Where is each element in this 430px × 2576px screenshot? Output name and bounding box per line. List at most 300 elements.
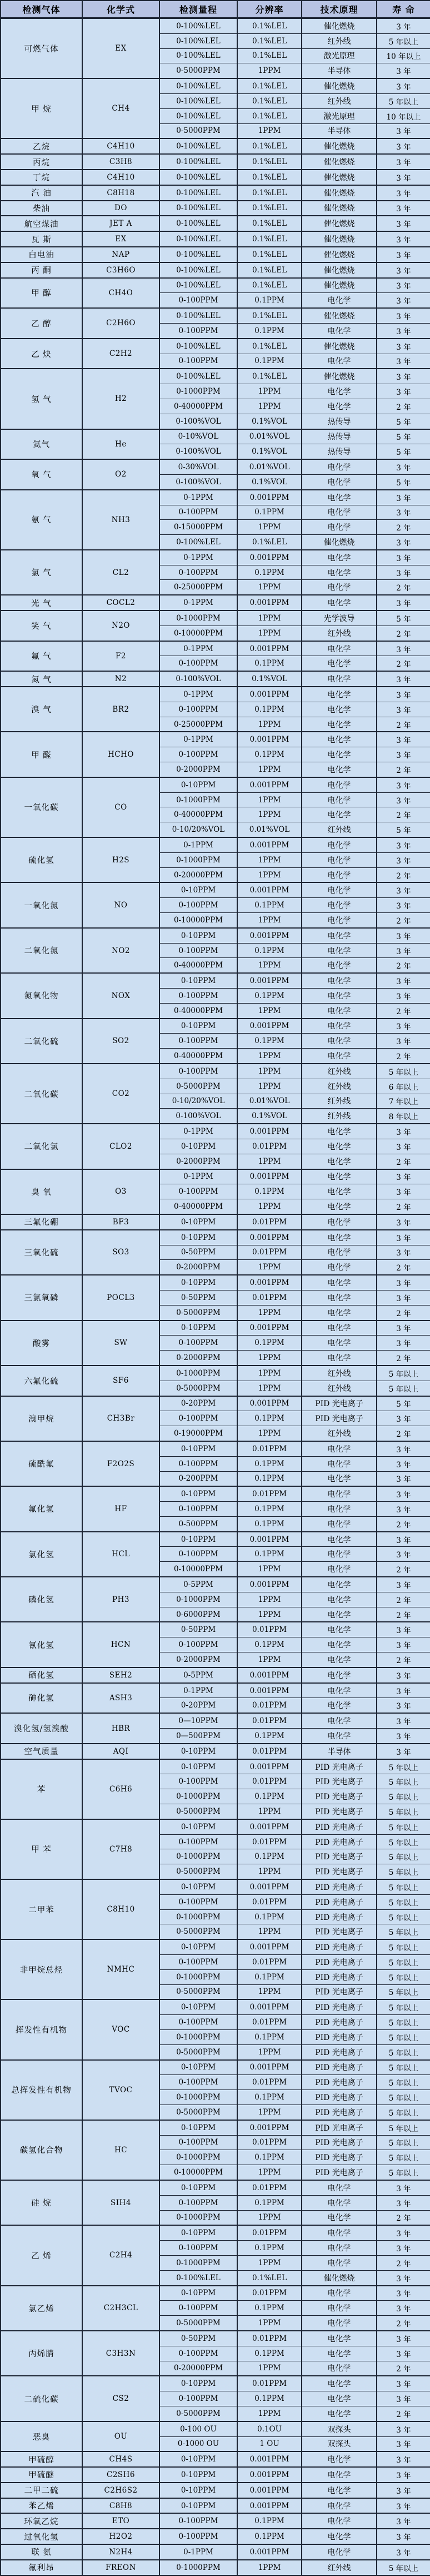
gas-name-cell: 二氧化氮 (1, 928, 82, 973)
range-cell: 0-1PPM (159, 1683, 237, 1698)
formula-cell: C3H8 (82, 154, 159, 170)
resolution-cell: 0.1%VOL (237, 671, 302, 687)
gas-name-cell: 三氯氧磷 (1, 1275, 82, 1320)
resolution-cell: 0.001PPM (237, 2467, 302, 2483)
principle-cell: 电化学 (302, 2225, 377, 2240)
resolution-cell: 0.001PPM (237, 1999, 302, 2014)
column-header-formula: 化学式 (82, 1, 159, 18)
resolution-cell: 1PPM (237, 1003, 302, 1018)
lifespan-cell: 2 年 (377, 807, 430, 822)
resolution-cell: 0.001PPM (237, 1019, 302, 1034)
resolution-cell: 1PPM (237, 1351, 302, 1366)
range-cell: 0-10PPM (159, 2060, 237, 2075)
range-cell: 0-100%VOL (159, 671, 237, 687)
gas-name-cell: 氧 气 (1, 459, 82, 490)
lifespan-cell: 2 年 (377, 1305, 430, 1320)
range-cell: 0-25000PPM (159, 580, 237, 595)
principle-cell: 电化学 (302, 1169, 377, 1184)
principle-cell: 电化学 (302, 2316, 377, 2331)
resolution-cell: 1PPM (237, 1154, 302, 1169)
lifespan-cell: 3 年 (377, 18, 430, 34)
resolution-cell: 0.001PPM (237, 2544, 302, 2560)
resolution-cell: 1PPM (237, 807, 302, 822)
gas-name-cell: 氦气 (1, 429, 82, 460)
lifespan-cell: 3 年 (377, 1456, 430, 1471)
resolution-cell: 0.1%LEL (237, 262, 302, 278)
range-cell: 0-10PPM (159, 1486, 237, 1501)
range-cell: 0-1000PPM (159, 611, 237, 626)
range-cell: 0-10PPM (159, 1321, 237, 1336)
resolution-cell: 0.001PPM (237, 595, 302, 611)
range-cell: 0-50PPM (159, 1290, 237, 1305)
range-cell: 0-19000PPM (159, 1426, 237, 1441)
lifespan-cell: 3 年 (377, 2421, 430, 2436)
principle-cell: 电化学 (302, 2451, 377, 2467)
formula-cell: C2SH6 (82, 2467, 159, 2483)
range-cell: 0-100PPM (159, 1184, 237, 1199)
lifespan-cell: 3 年 (377, 1019, 430, 1034)
range-cell: 0-5000PPM (159, 1984, 237, 1999)
lifespan-cell: 3 年 (377, 852, 430, 867)
lifespan-cell: 7 年以上 (377, 1094, 430, 1109)
range-cell: 0-100 OU (159, 2421, 237, 2436)
lifespan-cell: 3 年 (377, 928, 430, 943)
range-cell: 0-100%LEL (159, 138, 237, 154)
gas-name-cell: 氯化氢 (1, 1532, 82, 1577)
resolution-cell: 0.001PPM (237, 1759, 302, 1774)
resolution-cell: 0.1PPM (237, 1411, 302, 1426)
formula-cell: F2O2S (82, 1441, 159, 1486)
principle-cell: PID 光电离子 (302, 2015, 377, 2030)
range-cell: 0-10%VOL (159, 429, 237, 444)
principle-cell: 红外线 (302, 1366, 377, 1381)
range-cell: 0-100PPM (159, 1955, 237, 1970)
resolution-cell: 1PPM (237, 1049, 302, 1064)
resolution-cell: 0.1PPM (237, 565, 302, 580)
resolution-cell: 0.1PPM (237, 1637, 302, 1652)
resolution-cell: 0.1%LEL (237, 216, 302, 231)
range-cell: 0-100%LEL (159, 339, 237, 354)
lifespan-cell: 3 年 (377, 354, 430, 369)
principle-cell: 电化学 (302, 2210, 377, 2225)
table-row (1, 231, 430, 247)
table-row (1, 2180, 430, 2195)
range-cell: 0-100%LEL (159, 308, 237, 323)
principle-cell: 电化学 (302, 1456, 377, 1471)
table-row (1, 2544, 430, 2560)
range-cell: 0-10000PPM (159, 626, 237, 641)
range-cell: 0-10PPM (159, 1939, 237, 1954)
lifespan-cell: 3 年 (377, 973, 430, 988)
principle-cell: 电化学 (302, 1305, 377, 1320)
principle-cell: 电化学 (302, 293, 377, 308)
gas-name-cell: 乙 炔 (1, 339, 82, 369)
gas-name-cell: 氢 气 (1, 369, 82, 429)
lifespan-cell: 3 年 (377, 1184, 430, 1199)
principle-cell: 热传导 (302, 414, 377, 429)
range-cell: 0-20PPM (159, 1396, 237, 1411)
resolution-cell: 0.01PPM (237, 1486, 302, 1501)
range-cell: 0-1000PPM (159, 2029, 237, 2044)
principle-cell: PID 光电离子 (302, 2075, 377, 2090)
range-cell: 0-10PPM (159, 2120, 237, 2135)
range-cell: 0—10PPM (159, 1713, 237, 1728)
lifespan-cell: 5 年以上 (377, 1999, 430, 2014)
principle-cell: 电化学 (302, 1441, 377, 1456)
formula-cell: C2H6S2 (82, 2483, 159, 2498)
principle-cell: 催化燃烧 (302, 308, 377, 323)
formula-cell: ASH3 (82, 1683, 159, 1714)
principle-cell: PID 光电离子 (302, 1411, 377, 1426)
principle-cell: 电化学 (302, 747, 377, 762)
range-cell: 0-100%LEL (159, 185, 237, 201)
lifespan-cell: 3 年 (377, 201, 430, 216)
gas-name-cell: 柴油 (1, 201, 82, 216)
principle-cell: 电化学 (302, 702, 377, 717)
lifespan-cell: 3 年 (377, 1532, 430, 1547)
formula-cell: F2 (82, 641, 159, 672)
resolution-cell: 0.001PPM (237, 1124, 302, 1139)
principle-cell: 电化学 (302, 595, 377, 611)
resolution-cell: 0.1%LEL (237, 278, 302, 293)
table-row (1, 1939, 430, 1954)
principle-cell: PID 光电离子 (302, 1879, 377, 1894)
range-cell: 0-100PPM (159, 2015, 237, 2030)
range-cell: 0-50PPM (159, 1622, 237, 1637)
principle-cell: 电化学 (302, 1729, 377, 1744)
formula-cell: NO (82, 882, 159, 927)
lifespan-cell: 5 年 (377, 611, 430, 626)
resolution-cell: 0.1%LEL (237, 308, 302, 323)
formula-cell: BF3 (82, 1214, 159, 1230)
range-cell: 0-100PPM (159, 2241, 237, 2256)
principle-cell: PID 光电离子 (302, 2060, 377, 2075)
range-cell: 0-5000PPM (159, 63, 237, 78)
range-cell: 0-100PPM (159, 1834, 237, 1849)
range-cell: 0-20000PPM (159, 2361, 237, 2376)
table-row (1, 641, 430, 656)
range-cell: 0-1PPM (159, 641, 237, 656)
table-row (1, 2421, 430, 2436)
range-cell: 0-100PPM (159, 1774, 237, 1789)
resolution-cell: 0.001PPM (237, 1819, 302, 1834)
principle-cell: 电化学 (302, 807, 377, 822)
principle-cell: 电化学 (302, 2406, 377, 2421)
lifespan-cell: 3 年 (377, 1667, 430, 1683)
resolution-cell: 0.01%VOL (237, 1094, 302, 1109)
resolution-cell: 1PPM (237, 2255, 302, 2270)
lifespan-cell: 5 年以上 (377, 2044, 430, 2059)
range-cell: 0-100%LEL (159, 201, 237, 216)
principle-cell: 半导体 (302, 1744, 377, 1759)
resolution-cell: 0.01PPM (237, 1744, 302, 1759)
column-header-principle: 技术原理 (302, 1, 377, 18)
resolution-cell: 0.01%VOL (237, 459, 302, 474)
range-cell: 0-40000PPM (159, 807, 237, 822)
resolution-cell: 0.1PPM (237, 1184, 302, 1199)
resolution-cell: 1PPM (237, 2105, 302, 2120)
range-cell: 0-1PPM (159, 490, 237, 505)
formula-cell: NH3 (82, 490, 159, 550)
range-cell: 0-100PPM (159, 702, 237, 717)
principle-cell: 电化学 (302, 1486, 377, 1501)
range-cell: 0-40000PPM (159, 958, 237, 973)
range-cell: 0-100PPM (159, 293, 237, 308)
resolution-cell: 1PPM (237, 1924, 302, 1939)
range-cell: 0-100PPM (159, 656, 237, 671)
gas-name-cell: 硫酰氟 (1, 1441, 82, 1486)
principle-cell: 催化燃烧 (302, 339, 377, 354)
lifespan-cell: 3 年 (377, 1698, 430, 1713)
table-row (1, 1214, 430, 1230)
principle-cell: 电化学 (302, 399, 377, 414)
formula-cell: POCL3 (82, 1275, 159, 1320)
formula-cell: CH4O (82, 278, 159, 309)
range-cell: 0-100PPM (159, 2301, 237, 2316)
table-row (1, 671, 430, 687)
range-cell: 0-1000PPM (159, 2210, 237, 2225)
lifespan-cell: 3 年 (377, 2451, 430, 2467)
lifespan-cell: 3 年 (377, 2331, 430, 2346)
principle-cell: 电化学 (302, 656, 377, 671)
resolution-cell: 1PPM (237, 384, 302, 399)
resolution-cell: 0.1PPM (237, 1969, 302, 1984)
lifespan-cell: 5 年以上 (377, 1774, 430, 1789)
principle-cell: 双探头 (302, 2436, 377, 2451)
lifespan-cell: 3 年 (377, 595, 430, 611)
resolution-cell: 1PPM (237, 1652, 302, 1667)
resolution-cell: 0.1PPM (237, 1849, 302, 1864)
resolution-cell: 0.001PPM (237, 550, 302, 565)
gas-name-cell: 苯 (1, 1759, 82, 1819)
lifespan-cell: 5 年以上 (377, 2560, 430, 2575)
range-cell: 0-100PPM (159, 2513, 237, 2529)
table-row (1, 2529, 430, 2544)
principle-cell: 催化燃烧 (302, 185, 377, 201)
table-row (1, 1396, 430, 1411)
lifespan-cell: 10 年以上 (377, 48, 430, 63)
principle-cell: 激光原理 (302, 48, 377, 63)
range-cell: 0-10PPM (159, 2451, 237, 2467)
resolution-cell: 0.1%LEL (237, 48, 302, 63)
lifespan-cell: 2 年 (377, 1562, 430, 1577)
lifespan-cell: 3 年 (377, 293, 430, 308)
resolution-cell: 0.1PPM (237, 1909, 302, 1924)
table-row (1, 2120, 430, 2135)
formula-cell: CH4 (82, 78, 159, 138)
lifespan-cell: 3 年 (377, 747, 430, 762)
lifespan-cell: 3 年 (377, 78, 430, 93)
resolution-cell: 0.1PPM (237, 898, 302, 913)
range-cell: 0-10000PPM (159, 1562, 237, 1577)
principle-cell: 电化学 (302, 1502, 377, 1517)
resolution-cell: 0.1PPM (237, 747, 302, 762)
table-row (1, 837, 430, 852)
principle-cell: 电化学 (302, 2376, 377, 2391)
lifespan-cell: 3 年 (377, 308, 430, 323)
formula-cell: C8H18 (82, 185, 159, 201)
range-cell: 0-1000PPM (159, 384, 237, 399)
principle-cell: 电化学 (302, 1607, 377, 1622)
range-cell: 0-10PPM (159, 2225, 237, 2240)
lifespan-cell: 3 年 (377, 2498, 430, 2514)
principle-cell: 电化学 (302, 1667, 377, 1683)
lifespan-cell: 3 年 (377, 2544, 430, 2560)
gas-name-cell: 溴 气 (1, 687, 82, 732)
resolution-cell: 1PPM (237, 2165, 302, 2180)
resolution-cell: 0.1PPM (237, 1729, 302, 1744)
lifespan-cell: 3 年 (377, 1321, 430, 1336)
range-cell: 0-100PPM (159, 2195, 237, 2210)
range-cell: 0-100%LEL (159, 78, 237, 93)
gas-name-cell: 恶臭 (1, 2421, 82, 2452)
resolution-cell: 0.01PPM (237, 1139, 302, 1154)
gas-name-cell: 乙烷 (1, 138, 82, 154)
resolution-cell: 0.1%LEL (237, 2270, 302, 2285)
lifespan-cell: 8 年以上 (377, 1109, 430, 1124)
lifespan-cell: 5 年以上 (377, 1381, 430, 1396)
formula-cell: C2H6O (82, 308, 159, 339)
table-row (1, 882, 430, 897)
range-cell: 0-10/20%VOL (159, 822, 237, 837)
resolution-cell: 1PPM (237, 580, 302, 595)
formula-cell: NOX (82, 973, 159, 1018)
principle-cell: 电化学 (302, 671, 377, 687)
range-cell: 0-100PPM (159, 1456, 237, 1471)
principle-cell: 红外线 (302, 1079, 377, 1094)
principle-cell: 红外线 (302, 626, 377, 641)
table-row (1, 2560, 430, 2575)
lifespan-cell: 2 年 (377, 913, 430, 928)
resolution-cell: 1PPM (237, 852, 302, 867)
resolution-cell: 0.01PPM (237, 1894, 302, 1909)
resolution-cell: 0.1%LEL (237, 185, 302, 201)
gas-name-cell: 乙 烯 (1, 2225, 82, 2285)
principle-cell: 电化学 (302, 1260, 377, 1275)
table-row (1, 611, 430, 626)
resolution-cell: 0.1PPM (237, 943, 302, 958)
range-cell: 0-100PPM (159, 943, 237, 958)
formula-cell: EX (82, 231, 159, 247)
range-cell: 0-1000PPM (159, 2150, 237, 2165)
principle-cell: 电化学 (302, 913, 377, 928)
lifespan-cell: 3 年 (377, 2513, 430, 2529)
lifespan-cell: 3 年 (377, 1683, 430, 1698)
gas-name-cell: 甲 醛 (1, 732, 82, 777)
principle-cell: 催化燃烧 (302, 78, 377, 93)
table-row (1, 154, 430, 170)
range-cell: 0-100PPM (159, 2075, 237, 2090)
table-row (1, 928, 430, 943)
resolution-cell: 0.1PPM (237, 2090, 302, 2105)
formula-cell: HCL (82, 1532, 159, 1577)
lifespan-cell: 3 年 (377, 1124, 430, 1139)
lifespan-cell: 3 年 (377, 2346, 430, 2361)
range-cell: 0-1000PPM (159, 1969, 237, 1984)
principle-cell: PID 光电离子 (302, 1759, 377, 1774)
resolution-cell: 0.001PPM (237, 1577, 302, 1592)
range-cell: 0-100PPM (159, 323, 237, 338)
formula-cell: C6H6 (82, 1759, 159, 1819)
formula-cell: ETO (82, 2513, 159, 2529)
range-cell: 0-10PPM (159, 1441, 237, 1456)
resolution-cell: 1PPM (237, 2361, 302, 2376)
resolution-cell: 0.001PPM (237, 837, 302, 852)
table-row (1, 1321, 430, 1336)
principle-cell: 电化学 (302, 989, 377, 1004)
principle-cell: 电化学 (302, 2331, 377, 2346)
principle-cell: 电化学 (302, 687, 377, 702)
range-cell: 0-10/20%VOL (159, 1094, 237, 1109)
lifespan-cell: 5 年以上 (377, 2075, 430, 2090)
lifespan-cell: 3 年 (377, 1245, 430, 1260)
gas-name-cell: 氰化氢 (1, 1622, 82, 1667)
range-cell: 0-100PPM (159, 1502, 237, 1517)
resolution-cell: 1PPM (237, 399, 302, 414)
lifespan-cell: 5 年以上 (377, 1064, 430, 1079)
resolution-cell: 0.001PPM (237, 641, 302, 656)
lifespan-cell: 2 年 (377, 520, 430, 535)
principle-cell: 电化学 (302, 882, 377, 897)
range-cell: 0-100%LEL (159, 93, 237, 108)
range-cell: 0-100%VOL (159, 474, 237, 489)
resolution-cell: 0.1PPM (237, 656, 302, 671)
resolution-cell: 0.1PPM (237, 2529, 302, 2544)
resolution-cell: 0.01PPM (237, 2286, 302, 2301)
resolution-cell: 1PPM (237, 2316, 302, 2331)
lifespan-cell: 3 年 (377, 323, 430, 338)
resolution-cell: 0.1PPM (237, 702, 302, 717)
gas-name-cell: 氟化氢 (1, 1486, 82, 1531)
lifespan-cell: 5 年以上 (377, 1879, 430, 1894)
resolution-cell: 0.1%LEL (237, 369, 302, 384)
range-cell: 0-10PPM (159, 1999, 237, 2014)
formula-cell: CH3Br (82, 1396, 159, 1441)
lifespan-cell: 5 年以上 (377, 2060, 430, 2075)
range-cell: 0-40000PPM (159, 1049, 237, 1064)
lifespan-cell: 3 年 (377, 231, 430, 247)
table-row (1, 369, 430, 384)
principle-cell: 电化学 (302, 1049, 377, 1064)
range-cell: 0-25000PPM (159, 717, 237, 732)
gas-name-cell: 可燃气体 (1, 18, 82, 79)
range-cell: 0-5000PPM (159, 1381, 237, 1396)
resolution-cell: 1PPM (237, 520, 302, 535)
gas-name-cell: 光 气 (1, 595, 82, 611)
lifespan-cell: 5 年以上 (377, 2165, 430, 2180)
gas-name-cell: 磷化氢 (1, 1577, 82, 1622)
range-cell: 0-100PPM (159, 2135, 237, 2150)
formula-cell: FREON (82, 2560, 159, 2575)
principle-cell: 电化学 (302, 1275, 377, 1290)
resolution-cell: 0.01PPM (237, 1834, 302, 1849)
lifespan-cell: 2 年 (377, 1154, 430, 1169)
principle-cell: 催化燃烧 (302, 18, 377, 34)
principle-cell: 电化学 (302, 792, 377, 807)
table-row (1, 339, 430, 354)
principle-cell: 电化学 (302, 1019, 377, 1034)
resolution-cell: 0.001PPM (237, 1532, 302, 1547)
gas-name-cell: 氯 气 (1, 550, 82, 595)
principle-cell: 电化学 (302, 1622, 377, 1637)
resolution-cell: 0.001PPM (237, 2483, 302, 2498)
table-row (1, 1667, 430, 1683)
gas-name-cell: 碳氢化合物 (1, 2120, 82, 2180)
principle-cell: PID 光电离子 (302, 1984, 377, 1999)
formula-cell: VOC (82, 1999, 159, 2059)
lifespan-cell: 3 年 (377, 2270, 430, 2285)
table-row (1, 732, 430, 747)
